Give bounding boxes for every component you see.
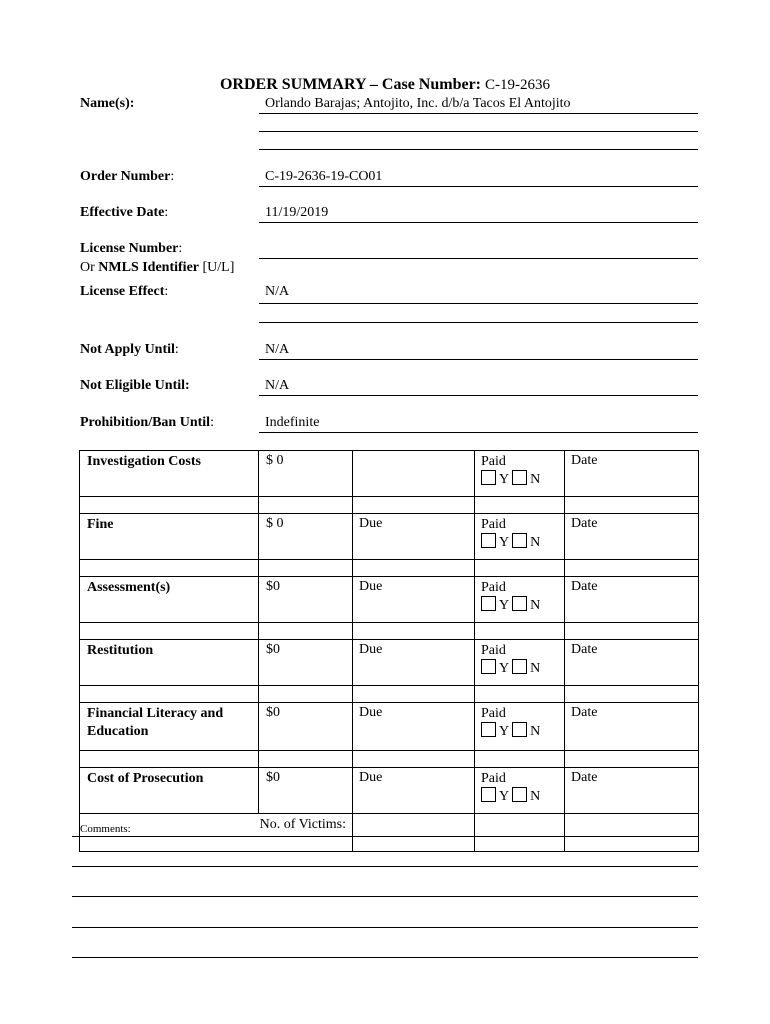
license-number-line	[259, 258, 698, 259]
paid-yn	[481, 533, 564, 551]
row-amount: $ 0	[259, 514, 353, 560]
comments-line-3[interactable]	[72, 896, 698, 897]
comments-line-1[interactable]	[72, 836, 698, 837]
paid-no-checkbox[interactable]	[512, 659, 527, 674]
row-date: Date	[565, 768, 699, 814]
spacer-row	[80, 686, 699, 703]
paid-yes-checkbox[interactable]	[481, 787, 496, 802]
row-date: Date	[565, 577, 699, 623]
paid-no-checkbox[interactable]	[512, 787, 527, 802]
paid-no-checkbox[interactable]	[512, 470, 527, 485]
effective-date-line	[259, 222, 698, 223]
row-amount: $0	[259, 768, 353, 814]
victims-label: No. of Victims:	[80, 814, 353, 852]
page-title	[0, 76, 770, 94]
paid-no-label: N	[530, 724, 541, 739]
row-date: Date	[565, 451, 699, 497]
row-paid	[475, 768, 565, 814]
paid-yes-label: Y	[499, 724, 509, 739]
paid-no-checkbox[interactable]	[512, 596, 527, 611]
financial-row	[80, 703, 699, 751]
paid-yn	[481, 596, 564, 614]
row-date: Date	[565, 703, 699, 751]
license-effect-value: N/A	[265, 284, 290, 299]
paid-yes-checkbox[interactable]	[481, 722, 496, 737]
row-label: Assessment(s)	[80, 577, 259, 623]
order-number-line	[259, 186, 698, 187]
license-number-label: License Number:	[80, 241, 183, 256]
not-eligible-until-line	[259, 395, 698, 396]
row-amount: $0	[259, 577, 353, 623]
row-label: Financial Literacy and Education	[80, 703, 259, 751]
paid-yn	[481, 787, 564, 805]
paid-label: Paid	[481, 517, 506, 532]
paid-yes-label: Y	[499, 789, 509, 804]
spacer-row	[80, 623, 699, 640]
row-due: Due	[353, 577, 475, 623]
financial-row	[80, 451, 699, 497]
paid-yes-label: Y	[499, 472, 509, 487]
row-due: Due	[353, 768, 475, 814]
names-line-1	[259, 113, 698, 114]
paid-no-label: N	[530, 661, 541, 676]
paid-label: Paid	[481, 643, 506, 658]
paid-label: Paid	[481, 706, 506, 721]
paid-yes-checkbox[interactable]	[481, 659, 496, 674]
effective-date-label: Effective Date:	[80, 205, 169, 220]
row-due	[353, 451, 475, 497]
names-line-3	[259, 149, 698, 150]
license-effect-line-1	[259, 303, 698, 304]
not-apply-until-value: N/A	[265, 342, 290, 357]
prohibition-ban-until-line	[259, 432, 698, 433]
paid-no-checkbox[interactable]	[512, 722, 527, 737]
paid-no-label: N	[530, 535, 541, 550]
prohibition-ban-until-value: Indefinite	[265, 415, 320, 430]
row-paid	[475, 703, 565, 751]
victims-row	[80, 814, 699, 852]
not-apply-until-label: Not Apply Until:	[80, 342, 179, 357]
victims-value[interactable]	[353, 814, 475, 852]
license-effect-line-2	[259, 322, 698, 323]
paid-yn	[481, 722, 564, 740]
paid-yes-checkbox[interactable]	[481, 470, 496, 485]
financial-row	[80, 768, 699, 814]
row-paid	[475, 577, 565, 623]
effective-date-value: 11/19/2019	[265, 205, 329, 220]
row-due: Due	[353, 514, 475, 560]
row-paid	[475, 514, 565, 560]
row-amount: $0	[259, 640, 353, 686]
row-label: Fine	[80, 514, 259, 560]
paid-label: Paid	[481, 454, 506, 469]
row-amount: $ 0	[259, 451, 353, 497]
row-paid	[475, 640, 565, 686]
financial-row	[80, 514, 699, 560]
paid-no-label: N	[530, 472, 541, 487]
row-paid	[475, 451, 565, 497]
paid-no-label: N	[530, 789, 541, 804]
comments-line-5[interactable]	[72, 957, 698, 958]
spacer-row	[80, 751, 699, 768]
names-value: Orlando Barajas; Antojito, Inc. d/b/a Tacos El Antojito	[265, 96, 571, 111]
names-line-2	[259, 131, 698, 132]
case-number: C-19-2636	[485, 77, 551, 93]
row-date: Date	[565, 640, 699, 686]
row-due: Due	[353, 640, 475, 686]
financial-table	[79, 450, 699, 852]
order-number-label: Order Number:	[80, 169, 175, 184]
paid-no-label: N	[530, 598, 541, 613]
not-apply-until-line	[259, 359, 698, 360]
nmls-identifier-label: Or NMLS Identifier [U/L]	[80, 260, 235, 275]
license-effect-label: License Effect:	[80, 284, 169, 299]
not-eligible-until-label: Not Eligible Until:	[80, 378, 190, 393]
spacer-row	[80, 560, 699, 577]
row-amount: $0	[259, 703, 353, 751]
row-label: Cost of Prosecution	[80, 768, 259, 814]
spacer-row	[80, 497, 699, 514]
prohibition-ban-until-label: Prohibition/Ban Until:	[80, 415, 214, 430]
paid-label: Paid	[481, 771, 506, 786]
paid-yn	[481, 470, 564, 488]
title-label: ORDER SUMMARY – Case Number:	[219, 76, 482, 93]
row-label: Investigation Costs	[80, 451, 259, 497]
comments-line-2[interactable]	[72, 866, 698, 867]
not-eligible-until-value: N/A	[265, 378, 290, 393]
row-date: Date	[565, 514, 699, 560]
names-label: Name(s):	[80, 96, 135, 111]
paid-yn	[481, 659, 564, 677]
row-due: Due	[353, 703, 475, 751]
comments-line-4[interactable]	[72, 927, 698, 928]
paid-yes-checkbox[interactable]	[481, 533, 496, 548]
paid-yes-label: Y	[499, 661, 509, 676]
financial-row	[80, 577, 699, 623]
order-number-value: C-19-2636-19-CO01	[265, 169, 383, 184]
paid-no-checkbox[interactable]	[512, 533, 527, 548]
row-label: Restitution	[80, 640, 259, 686]
comments-label: Comments:	[80, 823, 131, 835]
paid-yes-label: Y	[499, 535, 509, 550]
paid-yes-label: Y	[499, 598, 509, 613]
financial-row	[80, 640, 699, 686]
paid-label: Paid	[481, 580, 506, 595]
paid-yes-checkbox[interactable]	[481, 596, 496, 611]
